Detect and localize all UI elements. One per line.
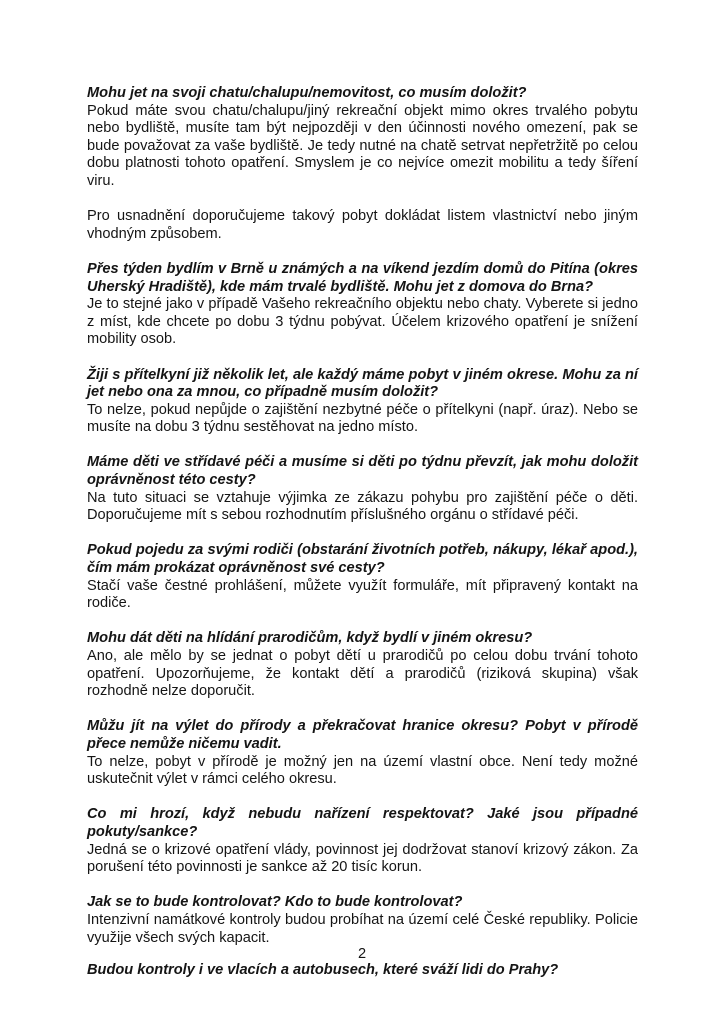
- faq-answer: To nelze, pokud nepůjde o zajištění nezbytné péče o přítelkyni (např. úraz). Nebo se musíte na dobu 3 týdnu sestěhovat na jedno místo.: [87, 401, 638, 436]
- faq-question: Žiji s přítelkyní již několik let, ale každý máme pobyt v jiném okrese. Mohu za ní jet nebo ona za mnou, co případně musím doložit?: [87, 366, 638, 401]
- faq-item: [87, 806, 638, 876]
- faq-item: [87, 962, 638, 980]
- faq-item: [87, 367, 638, 437]
- faq-question: Přes týden bydlím v Brně u známých a na víkend jezdím domů do Pitína (okres Uherský Hradiště), kde mám trvalé bydliště. Mohu jet z domova do Brna?: [87, 260, 638, 295]
- faq-answer: Jedná se o krizové opatření vlády, povinnost jej dodržovat stanoví krizový zákon. Za porušení této povinnosti je sankce až 20 tisíc korun.: [87, 841, 638, 876]
- faq-question: Můžu jít na výlet do přírody a překračovat hranice okresu? Pobyt v přírodě přece nemůže ničemu vadit.: [87, 718, 638, 752]
- faq-question: Pokud pojedu za svými rodiči (obstarání životních potřeb, nákupy, lékař apod.), čím mám prokázat oprávněnost své cesty?: [87, 542, 638, 577]
- faq-answer: Pro usnadnění doporučujeme takový pobyt dokládat listem vlastnictví nebo jiným vhodným způsobem.: [87, 208, 638, 242]
- faq-item: [87, 261, 638, 349]
- faq-item: [87, 85, 638, 243]
- faq-answer: Na tuto situaci se vztahuje výjimka ze zákazu pohybu pro zajištění péče o děti. Doporučujeme mít s sebou rozhodnutím příslušného orgánu o střídavé péči.: [87, 489, 638, 524]
- faq-question: Mohu jet na svoji chatu/chalupu/nemovitost, co musím doložit?: [87, 85, 527, 101]
- faq-answer: Intenzivní namátkové kontroly budou probíhat na území celé České republiky. Policie využije všech svých kapacit.: [87, 911, 638, 946]
- faq-item: [87, 894, 638, 947]
- faq-answer: Ano, ale mělo by se jednat o pobyt dětí u prarodičů po celou dobu trvání tohoto opatření. Upozorňujeme, že kontakt dětí a prarodičů (riziková skupina) však rozhodně nelze doporučit.: [87, 648, 638, 700]
- faq-question: Co mi hrozí, když nebudu nařízení respektovat? Jaké jsou případné pokuty/sankce?: [87, 806, 638, 840]
- faq-item: [87, 630, 638, 700]
- faq-item: [87, 454, 638, 524]
- page-number: 2: [357, 946, 367, 962]
- faq-item: [87, 718, 638, 788]
- document-page: [87, 85, 638, 997]
- faq-question: Jak se to bude kontrolovat? Kdo to bude kontrolovat?: [87, 894, 463, 911]
- faq-answer: Je to stejné jako v případě Vašeho rekreačního objektu nebo chaty. Vyberete si jedno z míst, kde chcete po dobu 3 týdnu pobývat. Účelem krizového opatření je snížení mobility osob.: [87, 296, 638, 348]
- faq-answer: Stačí vaše čestné prohlášení, můžete využít formuláře, mít připravený kontakt na rodiče.: [87, 577, 638, 612]
- faq-answer: To nelze, pobyt v přírodě je možný jen na území vlastní obce. Není tedy možné uskutečnit výlet v rámci celého okresu.: [87, 753, 638, 788]
- faq-question: Mohu dát děti na hlídání prarodičům, když bydlí v jiném okresu?: [87, 630, 533, 647]
- faq-question: Máme děti ve střídavé péči a musíme si děti po týdnu převzít, jak mohu doložit oprávněnost této cesty?: [87, 454, 638, 489]
- faq-question: Budou kontroly i ve vlacích a autobusech, které sváží lidi do Prahy?: [87, 962, 559, 979]
- faq-item: [87, 542, 638, 612]
- faq-answer: Pokud máte svou chatu/chalupu/jiný rekreační objekt mimo okres trvalého pobytu nebo bydliště, musíte tam být nejpozději v den účinnosti nového omezení, pak se bude považovat za vaše bydliště. Je tedy nutné na chatě setrvat nepřetržitě po celou dobu platnosti tohoto opatření. Smyslem je co nejvíce omezit mobilitu a tedy šíření viru.: [87, 102, 638, 189]
